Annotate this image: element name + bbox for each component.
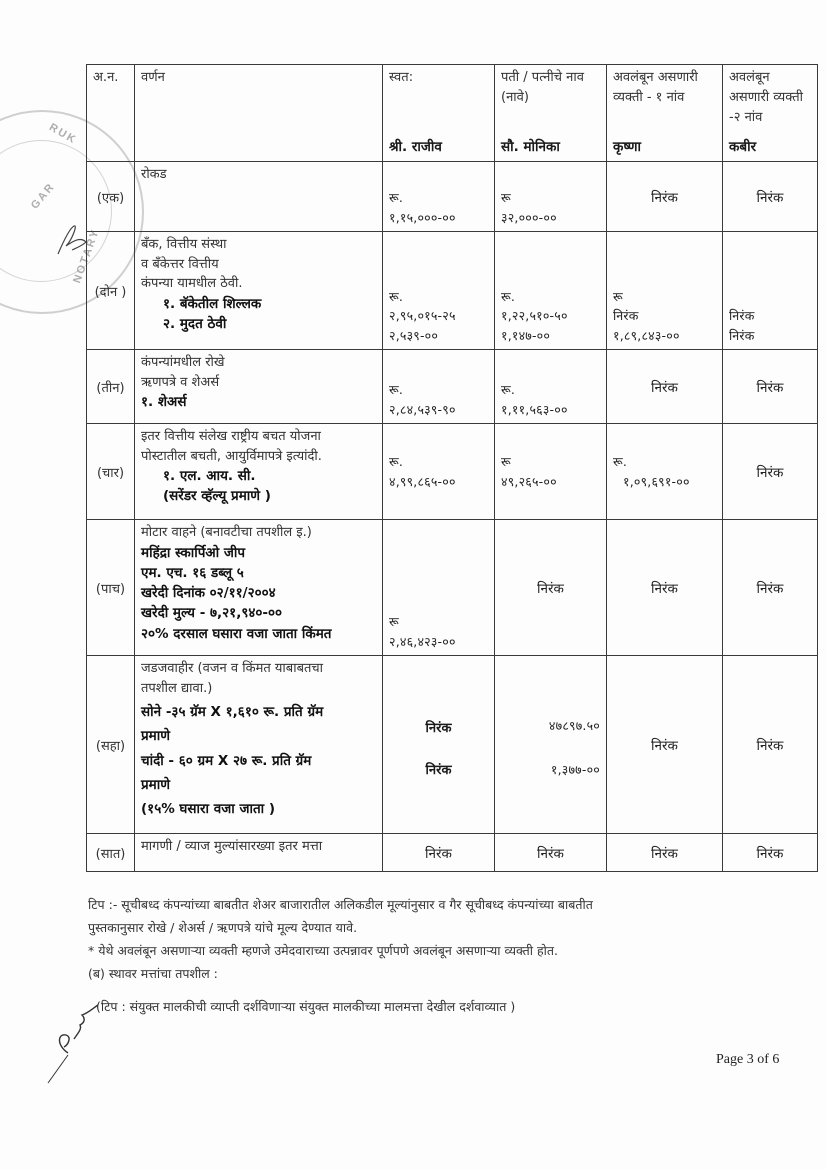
amount-value: १,२२,५१०-५०	[501, 308, 568, 324]
spouse-amount: निरंक	[495, 834, 607, 872]
amount-value: निरंक	[613, 308, 639, 324]
self-amount	[383, 520, 495, 656]
description-line: मोटार वाहने (बनावटीचा तपशील इ.)	[141, 525, 312, 540]
note-joint-ownership: (टिप : संयुक्त मालकीची व्याप्ती दर्शविणाऱ्या संयुक्त मालकीच्या मालमत्ता देखील दर्शवाव्यात )	[96, 999, 516, 1014]
header-spouse-name: सौ. मोनिका	[501, 139, 560, 155]
silver-value: निरंक	[425, 762, 452, 778]
amount-value: १,१५,०००-००	[389, 209, 456, 225]
description-line: रोकड	[141, 167, 167, 182]
description-line: कंपन्यांमधील रोखे	[141, 355, 225, 370]
candidate-signature-icon	[38, 995, 108, 1085]
row-sn: (पाच)	[87, 520, 135, 656]
header-spouse	[495, 65, 607, 162]
currency-label: रू.	[389, 288, 404, 304]
description-line: व बॅंकेत्तर वित्तीय	[141, 256, 219, 272]
table-row	[87, 520, 818, 656]
row-description	[135, 232, 383, 350]
dependent-2-amount	[723, 232, 818, 350]
row-description	[135, 424, 383, 520]
stamp-text-side: NOTARY	[71, 227, 103, 285]
amount-value: २,८४,५३९-९०	[389, 401, 456, 417]
table-row	[87, 162, 818, 232]
description-line: इतर वित्तीय संलेख राष्ट्रीय बचत योजना	[141, 429, 321, 444]
vehicle-model: महिंद्रा स्कार्पिओ जीप	[141, 544, 246, 561]
row-description	[135, 520, 383, 656]
silver-value: १,३७७-००	[550, 761, 600, 777]
currency-label: रू.	[501, 382, 516, 398]
sub-item-surrender-value: (सरेंडर व्हॅल्यू प्रमाणे )	[163, 488, 271, 505]
spouse-amount: निरंक	[495, 520, 607, 656]
dependent-2-amount: निरंक	[723, 350, 818, 424]
amount-value: ४,९९,८६५-००	[389, 473, 456, 489]
page-number: Page 3 of 6	[716, 1052, 780, 1067]
dependent-2-amount: निरंक	[723, 520, 818, 656]
currency-label: रू.	[389, 382, 404, 398]
table-row	[87, 232, 818, 350]
self-amount	[383, 350, 495, 424]
self-amount	[383, 656, 495, 834]
note-dependents: * येथे अवलंबून असणाऱ्या व्यक्ती म्हणजे उमेदवाराच्या उत्पन्नावर पूर्णपणे अवलंबून असणाऱ्या व्यक्ती होत.	[88, 943, 558, 959]
description-line: जडजवाहीर (वजन व किंमत याबाबतचा	[141, 661, 324, 676]
currency-label: रू	[389, 614, 399, 630]
self-amount	[383, 232, 495, 350]
dependent-2-amount: निरंक	[723, 162, 818, 232]
vehicle-depreciation-note: २०% दरसाल घसारा वजा जाता किंमत	[141, 625, 332, 642]
immovable-assets-heading: (ब) स्थावर मत्तांचा तपशील :	[88, 966, 218, 982]
header-dependent-2	[723, 65, 818, 162]
dependent-2-amount: निरंक	[723, 656, 818, 834]
amount-value: ३२,०००-००	[501, 209, 557, 225]
vehicle-purchase-date: खरेदी दिनांक ०२/११/२००४	[141, 585, 276, 601]
row-sn: (सहा)	[87, 656, 135, 834]
amount-value: ४९,२६५-००	[501, 473, 557, 489]
row-description	[135, 834, 383, 872]
header-sn	[87, 65, 135, 162]
amount-value: २,५३९-००	[389, 327, 439, 343]
table-header-row	[87, 65, 818, 162]
description-line: कंपन्या यामधील ठेवी.	[141, 276, 243, 291]
currency-label: रू	[613, 288, 623, 304]
row-sn: (एक)	[87, 162, 135, 232]
header-self-name: श्री. राजीव	[389, 139, 442, 155]
sub-item-lic: १. एल. आय. सी.	[163, 468, 256, 484]
header-dependent-1	[607, 65, 723, 162]
header-dependent-2-label: अवलंबून असणारी व्यक्ती -२ नांव	[729, 70, 804, 126]
amount-value: १,०९,६९१-००	[623, 473, 690, 489]
sub-item-shares: १. शेअर्स	[141, 394, 187, 410]
header-description-label: वर्णन	[141, 70, 165, 85]
amount-value: २,९५,०१५-२५	[389, 308, 456, 324]
amount-value: निरंक	[729, 327, 755, 343]
amount-value: निरंक	[729, 308, 755, 324]
currency-label: रू	[501, 454, 511, 470]
self-amount	[383, 424, 495, 520]
header-dependent-1-label: अवलंबून असणारी व्यक्ती - १ नांव	[613, 70, 698, 106]
header-dependent-1-name: कृष्णा	[613, 139, 641, 155]
row-sn: (सात)	[87, 834, 135, 872]
sub-item-bank-balance: १. बॅकेतील शिल्लक	[163, 295, 262, 312]
table-row	[87, 834, 818, 872]
self-amount	[383, 162, 495, 232]
header-description	[135, 65, 383, 162]
vehicle-registration: एम. एच. १६ डब्लू ५	[141, 564, 244, 581]
row-sn: (दोन )	[87, 232, 135, 350]
currency-label: रू	[501, 190, 511, 206]
amount-value: १,८९,८४३-००	[613, 327, 680, 343]
row-description	[135, 656, 383, 834]
dependent-1-amount	[607, 424, 723, 520]
dependent-1-amount: निरंक	[607, 162, 723, 232]
currency-label: रू.	[389, 454, 404, 470]
header-self-label: स्वत:	[389, 70, 414, 85]
dependent-1-amount: निरंक	[607, 520, 723, 656]
dependent-1-amount	[607, 232, 723, 350]
gold-value: ४७८९७.५०	[548, 718, 600, 734]
header-sn-label: अ.न.	[93, 70, 119, 85]
sub-item-fixed-deposit: २. मुदत ठेवी	[163, 315, 227, 332]
gold-value: निरंक	[425, 720, 452, 736]
dependent-1-amount: निरंक	[607, 350, 723, 424]
table-row	[87, 350, 818, 424]
header-dependent-2-name: कबीर	[729, 139, 757, 155]
vehicle-purchase-value: खरेदी मुल्य - ७,२१,९४०-००	[141, 605, 283, 622]
description-line: तपशील द्यावा.)	[141, 680, 213, 696]
amount-value: २,४६,४२३-००	[389, 633, 456, 649]
row-description	[135, 350, 383, 424]
row-sn: (तीन)	[87, 350, 135, 424]
table-row	[87, 424, 818, 520]
dependent-2-amount: निरंक	[723, 834, 818, 872]
dependent-2-amount: निरंक	[723, 424, 818, 520]
note-shares-valuation: टिप :- सूचीबध्द कंपन्यांच्या बाबतीत शेअर बाजारातील अलिकडील मूल्यांनुसार व गैर सूचीबध्द कंपन्यांच्या बाबतीत	[88, 897, 593, 912]
gold-detail-cont: प्रमाणे	[141, 728, 171, 745]
spouse-amount	[495, 162, 607, 232]
self-amount: निरंक	[383, 834, 495, 872]
movable-assets-table	[86, 64, 818, 872]
row-description	[135, 162, 383, 232]
description-line: मागणी / व्याज मुल्यांसारख्या इतर मत्ता	[141, 839, 323, 854]
spouse-amount	[495, 232, 607, 350]
header-spouse-label: पती / पत्नीचे नाव (नावे)	[501, 70, 584, 106]
jewellery-depreciation-note: (१५% घसारा वजा जाता )	[141, 801, 276, 817]
spouse-amount	[495, 656, 607, 834]
currency-label: रू.	[613, 454, 628, 470]
stamp-text-top: RUK	[46, 121, 79, 147]
dependent-1-amount: निरंक	[607, 656, 723, 834]
spouse-amount	[495, 424, 607, 520]
currency-label: रू.	[389, 190, 404, 206]
silver-detail: चांदी - ६० ग्रम X २७ रू. प्रति ग्रॅम	[141, 752, 312, 769]
description-line: पोस्टातील बचती, आयुर्विमापत्रे इत्यांदी.	[141, 448, 322, 464]
table-row	[87, 656, 818, 834]
gold-detail: सोने -३५ ग्रॅम X १,६१० रू. प्रति ग्रॅम	[141, 704, 324, 720]
spouse-amount	[495, 350, 607, 424]
amount-value: १,११,५६३-००	[501, 401, 568, 417]
dependent-1-amount: निरंक	[607, 834, 723, 872]
row-sn: (चार)	[87, 424, 135, 520]
description-line: बॅंक, वित्तीय संस्था	[141, 237, 227, 252]
header-self	[383, 65, 495, 162]
description-line: ऋणपत्रे व शेअर्स	[141, 374, 220, 390]
stamp-text-left: GAR	[28, 180, 58, 212]
amount-value: १,१४७-००	[501, 327, 551, 343]
currency-label: रू.	[501, 288, 516, 304]
note-shares-valuation-cont: पुस्तकानुसार रोखे / शेअर्स / ऋणपत्रे यांचे मूल्य देण्यात यावे.	[88, 920, 358, 936]
notes-section	[88, 893, 788, 986]
silver-detail-cont: प्रमाणे	[141, 776, 171, 793]
